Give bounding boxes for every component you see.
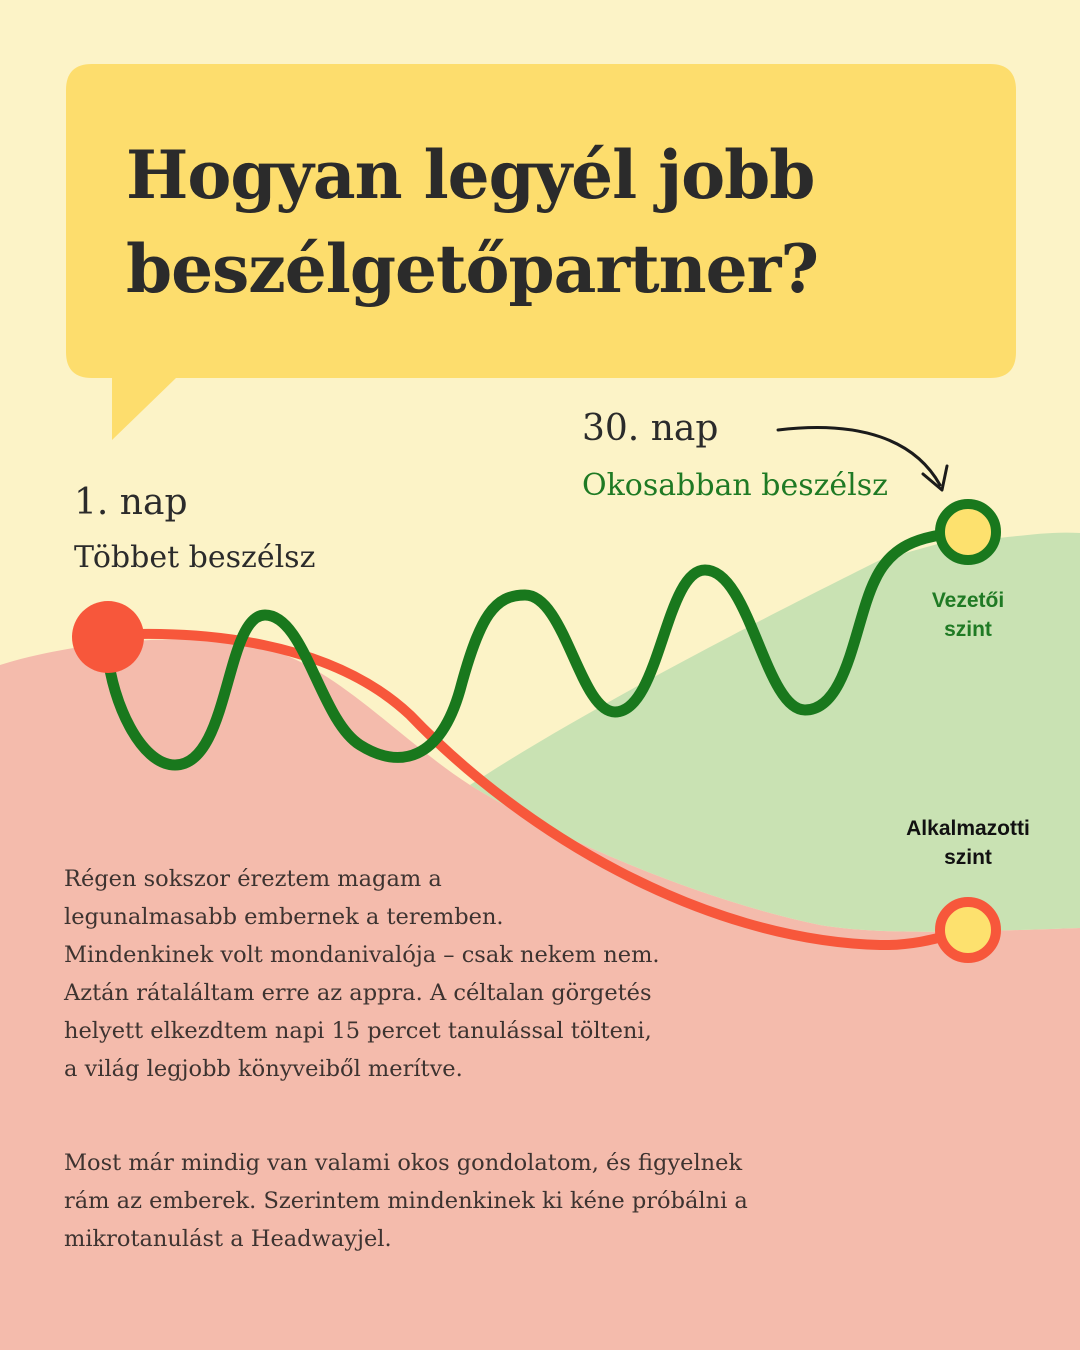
- leader-level-line-2: szint: [944, 618, 992, 641]
- story-line: mikrotanulást a Headwayjel.: [64, 1226, 392, 1252]
- end-label: Okosabban beszélsz: [582, 468, 888, 503]
- page-title: [126, 128, 1006, 316]
- story-line: legunalmasabb embernek a teremben.: [64, 904, 504, 930]
- employee-level-line-2: szint: [944, 846, 992, 869]
- story-paragraph-2: [64, 1144, 884, 1258]
- title-line-1: Hogyan legyél jobb: [126, 136, 815, 214]
- story-line: helyett elkezdtem napi 15 percet tanulással tölteni,: [64, 1018, 652, 1044]
- story-line: a világ legjobb könyveiből merítve.: [64, 1056, 463, 1082]
- end-day: 30. nap: [582, 408, 719, 449]
- employee-level-point: [940, 902, 996, 958]
- employee-level-line-1: Alkalmazotti: [906, 817, 1030, 840]
- title-line-2: beszélgetőpartner?: [126, 230, 819, 308]
- start-day: 1. nap: [74, 482, 188, 523]
- leader-level-point: [940, 504, 996, 560]
- leader-level-label: [868, 586, 1068, 644]
- story-line: rám az emberek. Szerintem mindenkinek ki kéne próbálni a: [64, 1188, 748, 1214]
- employee-level-label: [858, 814, 1078, 872]
- story-line: Régen sokszor éreztem magam a: [64, 866, 442, 892]
- story-line: Most már mindig van valami okos gondolatom, és figyelnek: [64, 1150, 743, 1176]
- start-label: Többet beszélsz: [74, 540, 316, 575]
- story-line: Mindenkinek volt mondanivalója – csak nekem nem.: [64, 942, 660, 968]
- start-point: [72, 601, 144, 673]
- story-paragraph-1: [64, 860, 884, 1088]
- leader-level-line-1: Vezetői: [931, 589, 1005, 612]
- story-line: Aztán rátaláltam erre az appra. A céltalan görgetés: [64, 980, 652, 1006]
